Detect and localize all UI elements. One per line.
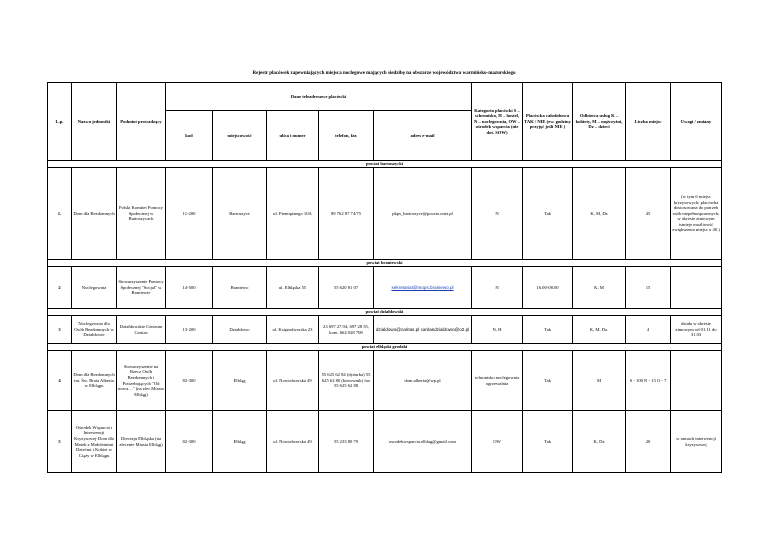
cell-ulica: ul. Elbląska 55	[267, 267, 319, 309]
table-row	[48, 168, 722, 260]
cell-telefon: 23 697 27 04, 697 28 55, kom. 664 028 708	[319, 316, 374, 344]
section-row	[48, 161, 722, 168]
cell-liczba: S - 100 N - 13 O - 7	[626, 351, 671, 411]
cell-email: dzialdowo@caritas.pl caritasdzialdowo@o2.pl	[374, 316, 472, 344]
cell-calodobowa: Tak	[523, 351, 573, 411]
cell-nazwa: Ośrodek Wsparcia i Interwencji Kryzysowej-Dom dla Matek z Małoletnimi Dziećmi i Kobiet w Ciąży w Elblągu	[72, 411, 117, 473]
cell-telefon: 55 233 80 79	[319, 411, 374, 473]
cell-miejscowosc: Elbląg	[213, 411, 267, 473]
header-telefon: telefon, fax	[319, 111, 374, 161]
cell-nazwa: Noclegownia	[72, 267, 117, 309]
cell-ulica: ul. Nowodworska 49	[267, 351, 319, 411]
cell-uwagi: (w tym 6 miejsc kryzysowych; placówka dostosowana do potrzeb osób niepełnosprawnych; w okresie zimowym istnieje możliwość zwiększenia miejsc o 40.)	[671, 168, 722, 260]
cell-odbiorca: K, M, Dz.	[573, 316, 626, 344]
cell-odbiorca: K, Dz	[573, 411, 626, 473]
cell-uwagi: w ramach interwencji kryzysowej	[671, 411, 722, 473]
cell-lp: 5	[48, 411, 72, 473]
cell-calodobowa: Tak	[523, 316, 573, 344]
cell-liczba: 4	[626, 316, 671, 344]
cell-calodobowa: Tak	[523, 411, 573, 473]
cell-kategoria: OW	[472, 411, 523, 473]
header-odbiorca: Odbiorca usług K – kobiety, M – mężczyźni, Dz – dzieci	[573, 83, 626, 161]
header-kod: kod	[166, 111, 213, 161]
section-title: powiat działdowski	[48, 309, 722, 316]
cell-uwagi	[671, 267, 722, 309]
cell-ulica: ul. Nowodworska 49	[267, 411, 319, 473]
cell-uwagi	[671, 351, 722, 411]
section-row	[48, 260, 722, 267]
cell-ulica: ul. Księżodworska 23	[267, 316, 319, 344]
cell-liczba: 20	[626, 411, 671, 473]
cell-podmiot: Stowarzyszenie Pomocy Społecznej "Socjal" w Braniewie	[117, 267, 166, 309]
cell-lp: 3	[48, 316, 72, 344]
cell-telefon: 55 625 62 84 (dyżurka) 55 625 62 80 (kierownik) fax 55 625 62 88	[319, 351, 374, 411]
cell-ulica: ul. Piemiężnego 10A	[267, 168, 319, 260]
cell-kod: 82-300	[166, 351, 213, 411]
cell-email: pkps_bartoszyce@poczta.onet.pl	[374, 168, 472, 260]
header-row-1	[48, 83, 722, 111]
header-kategoria: Kategoria placówki S – schronisko, H – hostel, N – noclegownia, OW – ośrodek wsparcia (nie dot. SOW)	[472, 83, 523, 161]
cell-lp: 4	[48, 351, 72, 411]
table-row	[48, 351, 722, 411]
cell-podmiot: Diecezja Elbląska (na zlecenie Miasta Elbląg)	[117, 411, 166, 473]
cell-uwagi: działa w okresie zimowym od 01.11 do 31.03	[671, 316, 722, 344]
header-ulica: ulica i numer	[267, 111, 319, 161]
cell-kod: 13-200	[166, 316, 213, 344]
section-title: powiat braniewski	[48, 260, 722, 267]
cell-kod: 82-300	[166, 411, 213, 473]
cell-calodobowa: Tak	[523, 168, 573, 260]
header-email: adres e-mail	[374, 111, 472, 161]
cell-odbiorca: M	[573, 351, 626, 411]
header-dane-teleadresowe: Dane teleadresowe placówki	[166, 83, 472, 111]
header-nazwa: Nazwa jednostki	[72, 83, 117, 161]
cell-kategoria: N	[472, 168, 523, 260]
cell-miejscowosc: Braniewo	[213, 267, 267, 309]
cell-email: osrodekwsparcia.elblag@gmail.com	[374, 411, 472, 473]
cell-miejscowosc: Działdowo	[213, 316, 267, 344]
table-row	[48, 316, 722, 344]
header-calodobowa: Placówka całodobowa TAK / NIE (ew. godziny przyjęć jeśli NIE )	[523, 83, 573, 161]
header-podmiot: Podmiot prowadzący	[117, 83, 166, 161]
cell-liczba: 15	[626, 267, 671, 309]
cell-email-link[interactable]: sekretariat@mops.braniewo.pl	[374, 267, 472, 309]
cell-podmiot: Działdowskie Centrum Caritas	[117, 316, 166, 344]
cell-liczba: 45	[626, 168, 671, 260]
cell-telefon: 89 762 87 74/75	[319, 168, 374, 260]
cell-odbiorca: K, M, Dz	[573, 168, 626, 260]
header-liczba-miejsc: Liczba miejsc	[626, 83, 671, 161]
cell-miejscowosc: Bartoszyce	[213, 168, 267, 260]
cell-lp: 1.	[48, 168, 72, 260]
section-title: powiat elbląski grodzki	[48, 344, 722, 351]
table-row	[48, 267, 722, 309]
cell-nazwa: Dom dla Bezdomnych im. Św. Brata Alberta w Elblągu	[72, 351, 117, 411]
header-lp: L.p.	[48, 83, 72, 161]
cell-nazwa: Noclegownia dla Osób Bezdomnych w Działdowie	[72, 316, 117, 344]
cell-kategoria: N, H	[472, 316, 523, 344]
cell-telefon: 55 620 81 07	[319, 267, 374, 309]
cell-email: dom.alberta@wp.pl	[374, 351, 472, 411]
cell-podmiot: Stowarzyszenie na Rzecz Osób Bezdomnych i Potrzebujących "Od nowa…" (na zlec.Miasta Elbląg)	[117, 351, 166, 411]
cell-kategoria: N	[472, 267, 523, 309]
cell-odbiorca: K, M	[573, 267, 626, 309]
header-uwagi: Uwagi / zmiany	[671, 83, 722, 161]
cell-kategoria: schronisko noclegownia ogrzewalnia	[472, 351, 523, 411]
header-miejscowosc: miejscowość	[213, 111, 267, 161]
document-title: Rejestr placówek zapewniających miejsca noclegowe mających siedzibę na obszarze województwa warmińsko-mazurskiego	[252, 71, 516, 76]
cell-podmiot: Polski Komitet Pomocy Społecznej w Bartoszycach	[117, 168, 166, 260]
cell-kod: 14-500	[166, 267, 213, 309]
cell-kod: 11-200	[166, 168, 213, 260]
cell-miejscowosc: Elbląg	[213, 351, 267, 411]
cell-nazwa: Dom dla Bezdomnych	[72, 168, 117, 260]
cell-lp: 2	[48, 267, 72, 309]
section-row	[48, 344, 722, 351]
table-row	[48, 411, 722, 473]
shelter-register-table	[47, 82, 722, 473]
section-title: powiat bartoszycki	[48, 161, 722, 168]
cell-calodobowa: 16.00-08.00	[523, 267, 573, 309]
section-row	[48, 309, 722, 316]
